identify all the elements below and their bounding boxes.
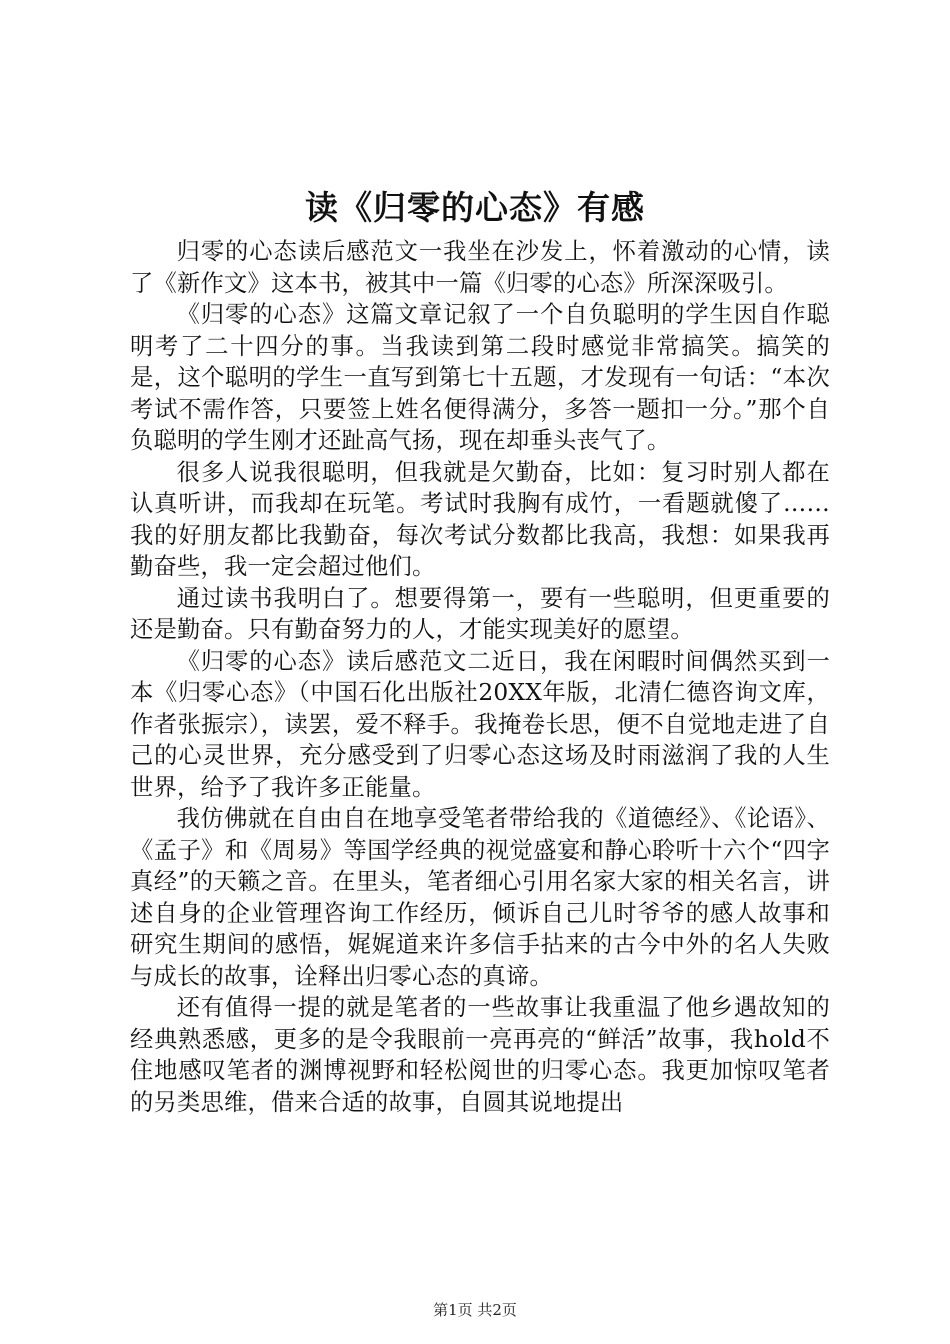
document-title: 读《归零的心态》有感: [305, 188, 645, 227]
paragraph-6: 我仿佛就在自由自在地享受笔者带给我的《道德经》、《论语》、《孟子》和《周易》等国学经典的视觉盛宴和静心聆听十六个“四字真经”的天籁之音。在里头，笔者细心引用名家大家的相关名言，讲述自身的企业管理咨询工作经历，倾诉自己儿时爷爷的感人故事和研究生期间的感悟，娓娓道来许多信手拈来的古今中外的名人失败与成长的故事，诠释出归零心态的真谛。: [130, 805, 830, 990]
paragraph-1: 归零的心态读后感范文一我坐在沙发上，怀着激动的心情，读了《新作文》这本书，被其中一篇《归零的心态》所深深吸引。: [130, 238, 830, 297]
paragraph-5: 《归零的心态》读后感范文二近日，我在闲暇时间偶然买到一本《归零心态》（中国石化出版社20XX年版，北清仁德咨询文库，作者张振宗），读罢，爱不释手。我掩卷长思，便不自觉地走进了自己的心灵世界，充分感受到了归零心态这场及时雨滋润了我的人生世界，给予了我许多正能量。: [130, 647, 830, 801]
paragraph-4: 通过读书我明白了。想要得第一，要有一些聪明，但更重要的还是勤奋。只有勤奋努力的人，才能实现美好的愿望。: [130, 584, 830, 643]
paragraph-7: 还有值得一提的就是笔者的一些故事让我重温了他乡遇故知的经典熟悉感，更多的是令我眼前一亮再亮的“鲜活”故事，我hold不住地感叹笔者的渊博视野和轻松阅世的归零心态。我更加惊叹笔者的另类思维，借来合适的故事，自圆其说地提出: [130, 994, 830, 1116]
document-body: [130, 236, 830, 1118]
paragraph-2: 《归零的心态》这篇文章记叙了一个自负聪明的学生因自作聪明考了二十四分的事。当我读到第二段时感觉非常搞笑。搞笑的是，这个聪明的学生一直写到第七十五题，才发现有一句话：“本次考试不需作答，只要签上姓名便得满分，多答一题扣一分。”那个自负聪明的学生刚才还趾高气扬，现在却垂头丧气了。: [130, 301, 830, 454]
page-number-footer: 第1页 共2页: [433, 1301, 517, 1319]
paragraph-3: 很多人说我很聪明，但我就是欠勤奋，比如：复习时别人都在认真听讲，而我却在玩笔。考试时我胸有成竹，一看题就傻了……我的好朋友都比我勤奋，每次考试分数都比我高，我想：如果我再勤奋些，我一定会超过他们。: [130, 458, 830, 580]
